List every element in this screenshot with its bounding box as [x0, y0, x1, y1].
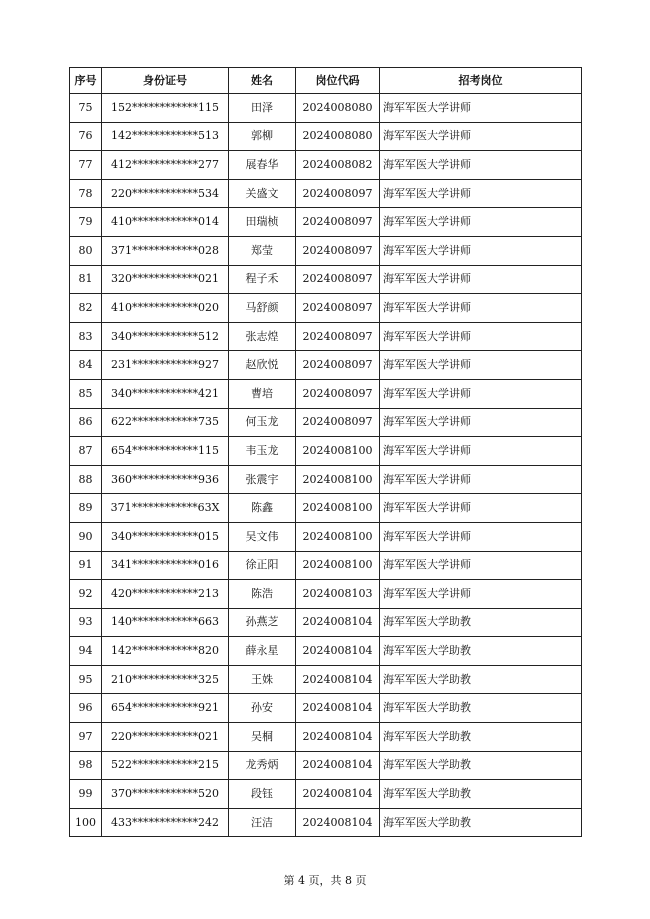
- cell-post: 海军军医大学讲师: [380, 236, 582, 265]
- cell-name: 韦玉龙: [229, 437, 296, 466]
- cell-index: 94: [70, 637, 102, 666]
- cell-id-number: 410************014: [102, 208, 229, 237]
- table-row: [70, 208, 582, 237]
- table-row: [70, 551, 582, 580]
- cell-post: 海军军医大学讲师: [380, 322, 582, 351]
- cell-index: 83: [70, 322, 102, 351]
- cell-id-number: 341************016: [102, 551, 229, 580]
- cell-name: 王姝: [229, 665, 296, 694]
- cell-id-number: 210************325: [102, 665, 229, 694]
- candidate-table: [69, 67, 582, 837]
- cell-post-code: 2024008100: [296, 551, 380, 580]
- cell-post: 海军军医大学讲师: [380, 580, 582, 609]
- cell-name: 关盛文: [229, 179, 296, 208]
- cell-index: 78: [70, 179, 102, 208]
- cell-post: 海军军医大学讲师: [380, 294, 582, 323]
- cell-name: 郑莹: [229, 236, 296, 265]
- cell-index: 81: [70, 265, 102, 294]
- cell-id-number: 340************421: [102, 379, 229, 408]
- cell-name: 郭柳: [229, 122, 296, 151]
- col-header-name: 姓名: [229, 68, 296, 94]
- cell-name: 马舒颜: [229, 294, 296, 323]
- cell-id-number: 220************021: [102, 723, 229, 752]
- cell-name: 孙燕芝: [229, 608, 296, 637]
- col-header-post: 招考岗位: [380, 68, 582, 94]
- cell-post: 海军军医大学讲师: [380, 379, 582, 408]
- cell-id-number: 420************213: [102, 580, 229, 609]
- cell-post-code: 2024008097: [296, 179, 380, 208]
- cell-post-code: 2024008104: [296, 665, 380, 694]
- table-row: [70, 780, 582, 809]
- cell-name: 展春华: [229, 151, 296, 180]
- cell-id-number: 320************021: [102, 265, 229, 294]
- cell-post: 海军军医大学讲师: [380, 122, 582, 151]
- cell-index: 97: [70, 723, 102, 752]
- table-row: [70, 151, 582, 180]
- cell-id-number: 142************513: [102, 122, 229, 151]
- cell-name: 张震宇: [229, 465, 296, 494]
- cell-name: 吴文伟: [229, 522, 296, 551]
- table-row: [70, 723, 582, 752]
- table-row: [70, 351, 582, 380]
- table-header: [70, 68, 582, 94]
- cell-index: 75: [70, 94, 102, 123]
- col-header-id-number: 身份证号: [102, 68, 229, 94]
- cell-post-code: 2024008104: [296, 637, 380, 666]
- cell-post-code: 2024008104: [296, 608, 380, 637]
- cell-post: 海军军医大学讲师: [380, 437, 582, 466]
- cell-name: 孙安: [229, 694, 296, 723]
- cell-id-number: 220************534: [102, 179, 229, 208]
- table-row: [70, 322, 582, 351]
- header-row: [70, 68, 582, 94]
- table-row: [70, 808, 582, 837]
- cell-post-code: 2024008104: [296, 780, 380, 809]
- cell-post: 海军军医大学助教: [380, 665, 582, 694]
- cell-post: 海军军医大学助教: [380, 808, 582, 837]
- cell-name: 陈浩: [229, 580, 296, 609]
- cell-name: 田泽: [229, 94, 296, 123]
- cell-post-code: 2024008080: [296, 94, 380, 123]
- cell-name: 何玉龙: [229, 408, 296, 437]
- table-row: [70, 522, 582, 551]
- cell-post: 海军军医大学助教: [380, 723, 582, 752]
- table-row: [70, 294, 582, 323]
- cell-post: 海军军医大学讲师: [380, 179, 582, 208]
- cell-post-code: 2024008104: [296, 808, 380, 837]
- cell-index: 100: [70, 808, 102, 837]
- cell-post: 海军军医大学讲师: [380, 208, 582, 237]
- cell-post-code: 2024008104: [296, 694, 380, 723]
- cell-post-code: 2024008097: [296, 236, 380, 265]
- cell-id-number: 654************115: [102, 437, 229, 466]
- cell-post-code: 2024008097: [296, 208, 380, 237]
- cell-index: 96: [70, 694, 102, 723]
- cell-id-number: 140************663: [102, 608, 229, 637]
- cell-id-number: 371************63X: [102, 494, 229, 523]
- cell-post-code: 2024008097: [296, 408, 380, 437]
- cell-post-code: 2024008103: [296, 580, 380, 609]
- cell-post-code: 2024008097: [296, 379, 380, 408]
- cell-post-code: 2024008080: [296, 122, 380, 151]
- cell-post: 海军军医大学助教: [380, 637, 582, 666]
- cell-post-code: 2024008097: [296, 322, 380, 351]
- cell-index: 98: [70, 751, 102, 780]
- cell-post: 海军军医大学讲师: [380, 408, 582, 437]
- cell-index: 87: [70, 437, 102, 466]
- cell-index: 82: [70, 294, 102, 323]
- cell-post-code: 2024008100: [296, 465, 380, 494]
- cell-index: 89: [70, 494, 102, 523]
- cell-name: 吴桐: [229, 723, 296, 752]
- cell-name: 汪洁: [229, 808, 296, 837]
- table-row: [70, 265, 582, 294]
- cell-id-number: 654************921: [102, 694, 229, 723]
- col-header-post-code: 岗位代码: [296, 68, 380, 94]
- cell-name: 薛永星: [229, 637, 296, 666]
- table-row: [70, 694, 582, 723]
- cell-id-number: 410************020: [102, 294, 229, 323]
- cell-post-code: 2024008100: [296, 437, 380, 466]
- cell-post: 海军军医大学讲师: [380, 151, 582, 180]
- cell-name: 田瑞桢: [229, 208, 296, 237]
- cell-id-number: 142************820: [102, 637, 229, 666]
- cell-index: 80: [70, 236, 102, 265]
- cell-id-number: 433************242: [102, 808, 229, 837]
- cell-post-code: 2024008097: [296, 294, 380, 323]
- cell-post-code: 2024008097: [296, 265, 380, 294]
- table-row: [70, 465, 582, 494]
- cell-index: 77: [70, 151, 102, 180]
- table-row: [70, 379, 582, 408]
- cell-index: 76: [70, 122, 102, 151]
- cell-id-number: 152************115: [102, 94, 229, 123]
- cell-post: 海军军医大学讲师: [380, 522, 582, 551]
- cell-id-number: 522************215: [102, 751, 229, 780]
- col-header-index: 序号: [70, 68, 102, 94]
- cell-post: 海军军医大学助教: [380, 751, 582, 780]
- cell-post: 海军军医大学讲师: [380, 351, 582, 380]
- table-row: [70, 494, 582, 523]
- cell-id-number: 622************735: [102, 408, 229, 437]
- cell-post: 海军军医大学助教: [380, 694, 582, 723]
- cell-index: 88: [70, 465, 102, 494]
- cell-name: 曹培: [229, 379, 296, 408]
- cell-post: 海军军医大学助教: [380, 608, 582, 637]
- cell-index: 79: [70, 208, 102, 237]
- table-row: [70, 437, 582, 466]
- cell-name: 徐正阳: [229, 551, 296, 580]
- cell-post-code: 2024008104: [296, 751, 380, 780]
- cell-id-number: 370************520: [102, 780, 229, 809]
- cell-post-code: 2024008082: [296, 151, 380, 180]
- cell-index: 85: [70, 379, 102, 408]
- cell-id-number: 340************512: [102, 322, 229, 351]
- table-row: [70, 580, 582, 609]
- cell-index: 90: [70, 522, 102, 551]
- cell-index: 95: [70, 665, 102, 694]
- cell-post: 海军军医大学讲师: [380, 94, 582, 123]
- cell-name: 赵欣悦: [229, 351, 296, 380]
- table-row: [70, 608, 582, 637]
- cell-name: 程子禾: [229, 265, 296, 294]
- cell-id-number: 231************927: [102, 351, 229, 380]
- table-row: [70, 179, 582, 208]
- table-row: [70, 751, 582, 780]
- cell-name: 张志煌: [229, 322, 296, 351]
- cell-index: 86: [70, 408, 102, 437]
- cell-post: 海军军医大学讲师: [380, 265, 582, 294]
- cell-index: 92: [70, 580, 102, 609]
- page-footer: 第 4 页，共 8 页: [283, 874, 367, 887]
- cell-post-code: 2024008097: [296, 351, 380, 380]
- cell-post-code: 2024008100: [296, 522, 380, 551]
- cell-index: 91: [70, 551, 102, 580]
- cell-id-number: 371************028: [102, 236, 229, 265]
- cell-post: 海军军医大学讲师: [380, 465, 582, 494]
- cell-post-code: 2024008100: [296, 494, 380, 523]
- cell-post: 海军军医大学助教: [380, 780, 582, 809]
- cell-index: 99: [70, 780, 102, 809]
- cell-index: 93: [70, 608, 102, 637]
- table-row: [70, 236, 582, 265]
- table-row: [70, 408, 582, 437]
- cell-post: 海军军医大学讲师: [380, 494, 582, 523]
- table-body: [70, 94, 582, 837]
- cell-post-code: 2024008104: [296, 723, 380, 752]
- cell-name: 陈鑫: [229, 494, 296, 523]
- cell-id-number: 360************936: [102, 465, 229, 494]
- cell-index: 84: [70, 351, 102, 380]
- table-row: [70, 637, 582, 666]
- table-row: [70, 94, 582, 123]
- table-row: [70, 665, 582, 694]
- table-row: [70, 122, 582, 151]
- cell-name: 龙秀炳: [229, 751, 296, 780]
- cell-name: 段钰: [229, 780, 296, 809]
- cell-post: 海军军医大学讲师: [380, 551, 582, 580]
- cell-id-number: 340************015: [102, 522, 229, 551]
- cell-id-number: 412************277: [102, 151, 229, 180]
